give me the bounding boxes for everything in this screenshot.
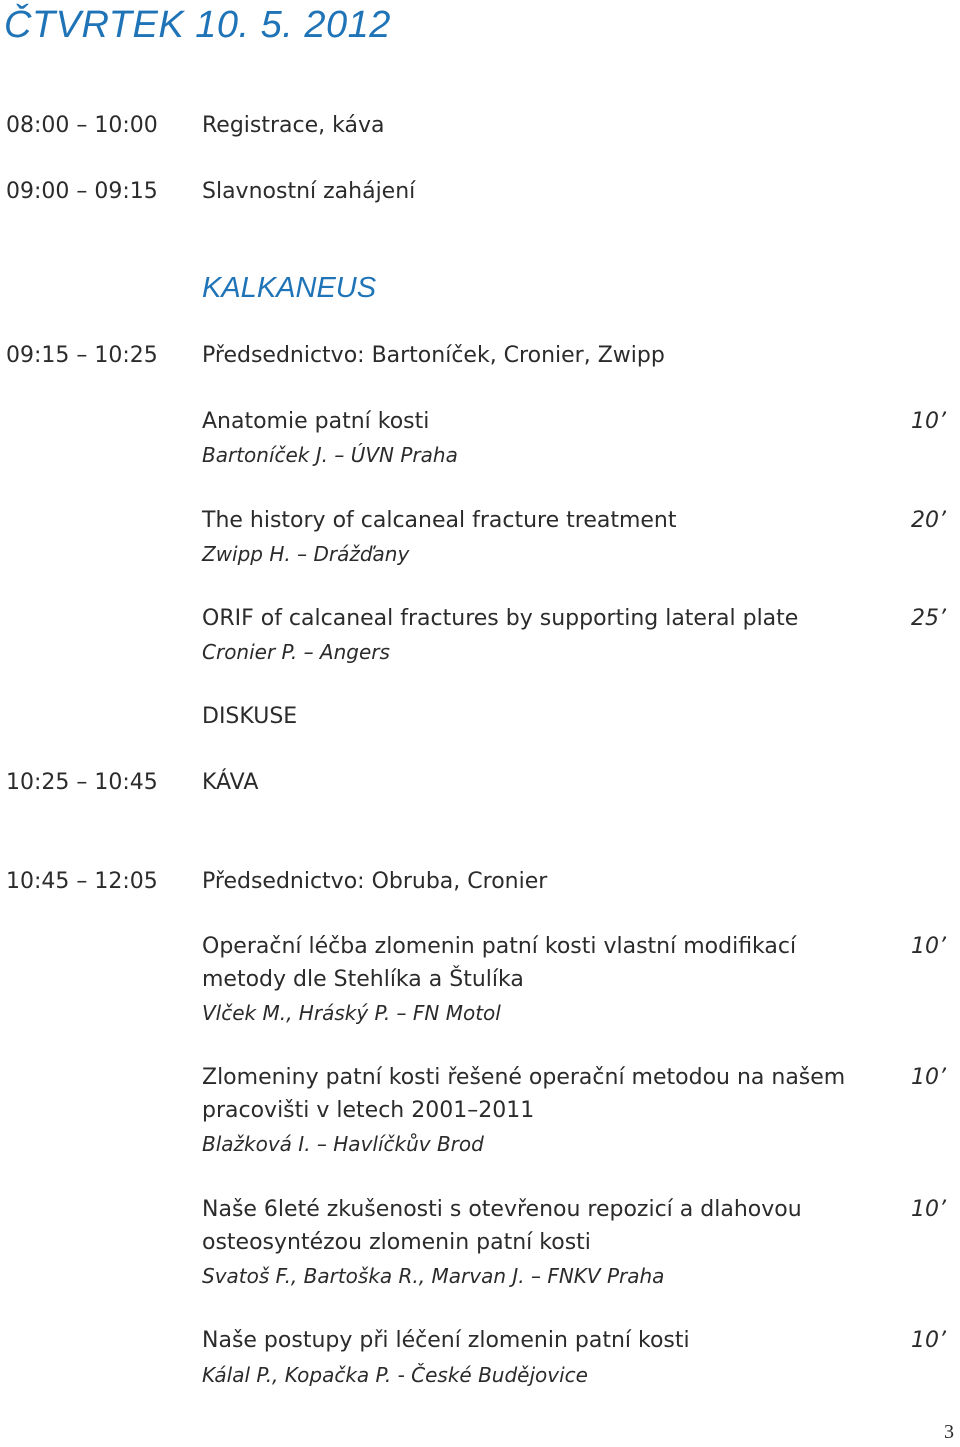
talk-duration: 25’: [911, 606, 946, 631]
section2-time: 10:45 – 12:05: [6, 869, 158, 894]
talk-duration: 10’: [911, 1065, 946, 1090]
talk-duration: 10’: [911, 1328, 946, 1353]
talk-title-line1: Zlomeniny patní kosti řešené operační metodou na našem: [202, 1065, 846, 1090]
talk-title: ORIF of calcaneal fractures by supporting lateral plate: [202, 606, 799, 631]
slot-time-opening: 09:00 – 09:15: [6, 179, 158, 204]
talk-title: The history of calcaneal fracture treatment: [202, 508, 677, 533]
talk-title-line2: pracovišti v letech 2001–2011: [202, 1098, 535, 1123]
section2-chairs: Předsednictvo: Obruba, Cronier: [202, 869, 548, 894]
talk-authors: Kálal P., Kopačka P. - České Budějovice: [202, 1363, 588, 1387]
talk-title-line2: osteosyntézou zlomenin patní kosti: [202, 1230, 591, 1255]
slot-time-registration: 08:00 – 10:00: [6, 113, 158, 138]
talk-authors: Bartoníček J. – ÚVN Praha: [202, 443, 458, 467]
talk-title: Anatomie patní kosti: [202, 409, 430, 434]
talk-title-line2: metody dle Stehlíka a Štulíka: [202, 967, 524, 992]
section-title-kalkaneus: KALKANEUS: [202, 272, 377, 304]
talk-authors: Vlček M., Hráský P. – FN Motol: [202, 1001, 501, 1025]
talk-authors: Blažková I. – Havlíčkův Brod: [202, 1132, 484, 1156]
talk-duration: 20’: [911, 508, 946, 533]
break-time: 10:25 – 10:45: [6, 770, 158, 795]
slot-text-registration: Registrace, káva: [202, 113, 385, 138]
talk-duration: 10’: [911, 409, 946, 434]
talk-title-line1: Operační léčba zlomenin patní kosti vlastní modifikací: [202, 934, 797, 959]
break-label: KÁVA: [202, 770, 259, 795]
discussion-label: DISKUSE: [202, 704, 298, 729]
talk-title-line1: Naše postupy při léčení zlomenin patní kosti: [202, 1328, 690, 1353]
talk-duration: 10’: [911, 1197, 946, 1222]
talk-authors: Svatoš F., Bartoška R., Marvan J. – FNKV Praha: [202, 1264, 665, 1288]
section1-chairs: Předsednictvo: Bartoníček, Cronier, Zwipp: [202, 343, 665, 368]
page-title: ČTVRTEK 10. 5. 2012: [4, 4, 391, 46]
talk-duration: 10’: [911, 934, 946, 959]
talk-authors: Cronier P. – Angers: [202, 640, 390, 664]
page-number: 3: [944, 1421, 954, 1443]
section1-time: 09:15 – 10:25: [6, 343, 158, 368]
slot-text-opening: Slavnostní zahájení: [202, 179, 416, 204]
talk-authors: Zwipp H. – Drážďany: [202, 542, 410, 566]
talk-title-line1: Naše 6leté zkušenosti s otevřenou repozicí a dlahovou: [202, 1197, 802, 1222]
